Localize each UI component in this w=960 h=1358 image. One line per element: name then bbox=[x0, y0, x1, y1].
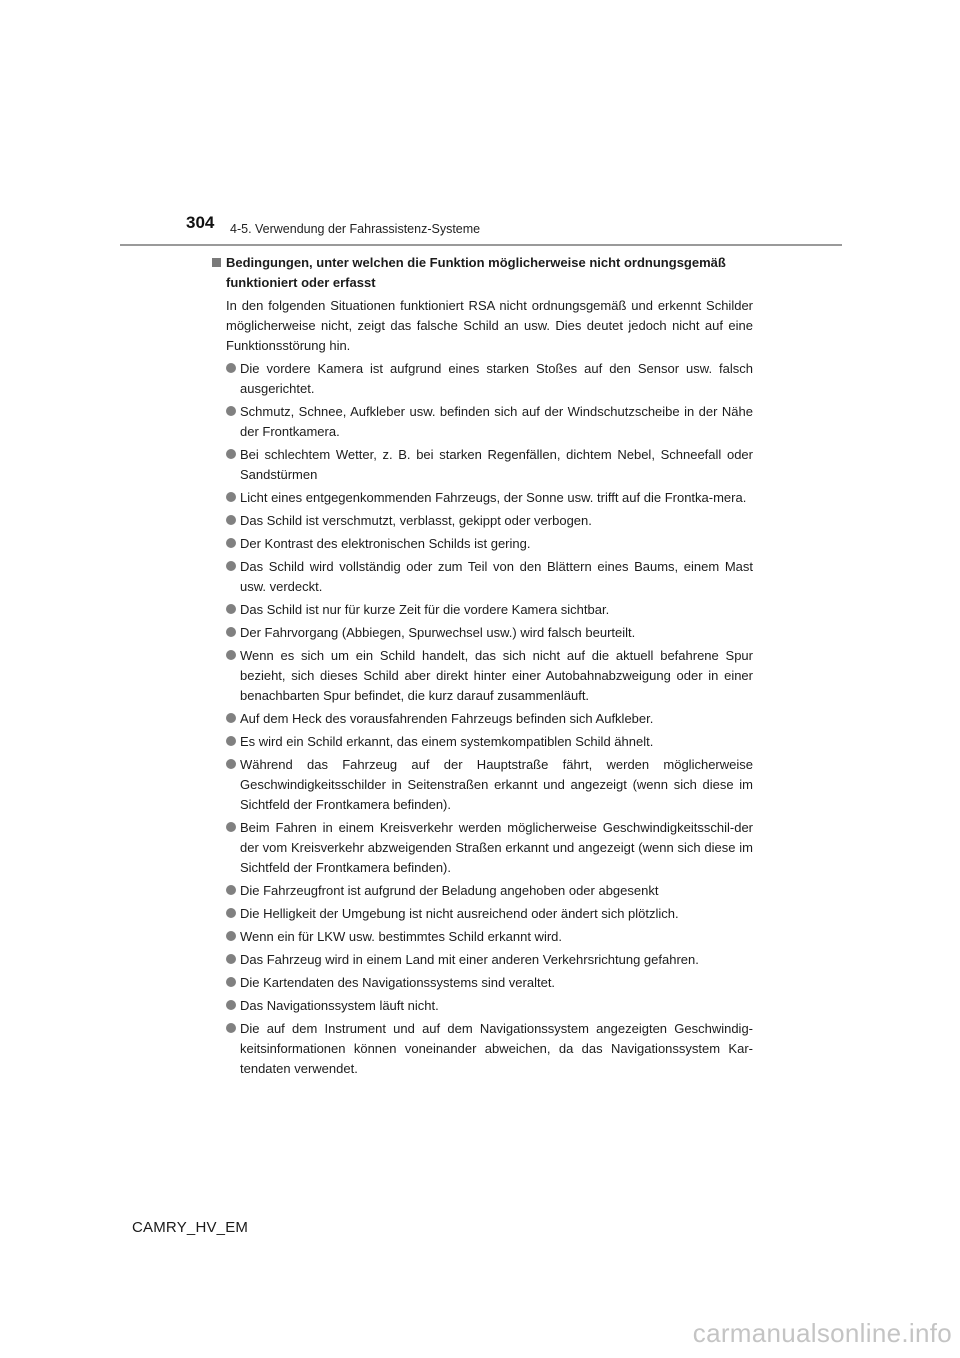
watermark: carmanualsonline.info bbox=[692, 1318, 952, 1348]
list-item-text: Die Kartendaten des Navigationssystems sind veraltet. bbox=[240, 975, 556, 990]
list-item-text: Die Helligkeit der Umgebung ist nicht ausreichend oder ändert sich plötzlich. bbox=[240, 906, 679, 921]
bullet-dot-icon bbox=[226, 604, 236, 614]
bullet-dot-icon bbox=[226, 908, 236, 918]
page-number: 304 bbox=[186, 213, 215, 232]
list-item-text: Der Kontrast des elektronischen Schilds ist gering. bbox=[240, 536, 531, 551]
list-item-text: Schmutz, Schnee, Aufkleber usw. befinden sich auf der Windschutzscheibe in der Nähe der Frontkamera. bbox=[240, 404, 753, 439]
list-item bbox=[212, 950, 753, 970]
list-item bbox=[212, 973, 753, 993]
footer-document-code: CAMRY_HV_EM bbox=[132, 1219, 249, 1236]
list-item-text: Licht eines entgegenkommenden Fahrzeugs, der Sonne usw. trifft auf die Frontka-mera. bbox=[240, 490, 747, 505]
list-item bbox=[212, 557, 753, 597]
bullet-dot-icon bbox=[226, 954, 236, 964]
list-item-text: Wenn es sich um ein Schild handelt, das sich nicht auf die aktuell befahrene Spur bezieht, sich dieses Schild aber direkt hinter einer Autobahnabzweigung oder in einer benachbarten Spur befindet, die kurz darauf zusammenläuft. bbox=[240, 648, 753, 703]
list-item bbox=[212, 818, 753, 878]
list-item-text: Das Schild ist verschmutzt, verblasst, gekippt oder verbogen. bbox=[240, 513, 592, 528]
bullet-dot-icon bbox=[226, 931, 236, 941]
bullet-dot-icon bbox=[226, 538, 236, 548]
bullet-dot-icon bbox=[226, 977, 236, 987]
list-item bbox=[212, 488, 753, 508]
list-item bbox=[212, 511, 753, 531]
list-item bbox=[212, 927, 753, 947]
intro-paragraph: In den folgenden Situationen funktioniert RSA nicht ordnungsgemäß und erkennt Schilder möglicherweise nicht, zeigt das falsche Schild an usw. Dies deutet jedoch nicht auf eine Funktionsstörung hin. bbox=[226, 298, 753, 353]
bullet-dot-icon bbox=[226, 713, 236, 723]
header-rule bbox=[120, 244, 842, 246]
list-item-text: Das Navigationssystem läuft nicht. bbox=[240, 998, 439, 1013]
subsection-heading bbox=[212, 253, 753, 293]
list-item-text: Beim Fahren in einem Kreisverkehr werden möglicherweise Geschwindigkeitsschil-der der vom Kreisverkehr abzweigenden Straßen erkannt und angezeigt (wenn sich diese im Sichtfeld der Frontkamera befinden). bbox=[240, 820, 753, 875]
bullet-dot-icon bbox=[226, 363, 236, 373]
list-item bbox=[212, 881, 753, 901]
list-item-text: Es wird ein Schild erkannt, das einem systemkompatiblen Schild ähnelt. bbox=[240, 734, 654, 749]
condition-list bbox=[212, 359, 753, 1079]
section-title: 4-5. Verwendung der Fahrassistenz-Systeme bbox=[230, 222, 481, 236]
list-item bbox=[212, 1019, 753, 1079]
bullet-dot-icon bbox=[226, 759, 236, 769]
bullet-dot-icon bbox=[226, 1000, 236, 1010]
bullet-dot-icon bbox=[226, 627, 236, 637]
bullet-dot-icon bbox=[226, 492, 236, 502]
list-item bbox=[212, 709, 753, 729]
bullet-dot-icon bbox=[226, 449, 236, 459]
list-item bbox=[212, 359, 753, 399]
list-item-text: Auf dem Heck des vorausfahrenden Fahrzeugs befinden sich Aufkleber. bbox=[240, 711, 654, 726]
list-item bbox=[212, 732, 753, 752]
bullet-dot-icon bbox=[226, 822, 236, 832]
list-item bbox=[212, 646, 753, 706]
list-item-text: Wenn ein für LKW usw. bestimmtes Schild erkannt wird. bbox=[240, 929, 562, 944]
list-item-text: Die Fahrzeugfront ist aufgrund der Beladung angehoben oder abgesenkt bbox=[240, 883, 659, 898]
bullet-dot-icon bbox=[226, 1023, 236, 1033]
list-item-text: Das Schild ist nur für kurze Zeit für die vordere Kamera sichtbar. bbox=[240, 602, 610, 617]
bullet-dot-icon bbox=[226, 406, 236, 416]
list-item-text: Das Schild wird vollständig oder zum Teil von den Blättern eines Baums, einem Mast usw. verdeckt. bbox=[240, 559, 753, 594]
bullet-dot-icon bbox=[226, 650, 236, 660]
list-item bbox=[212, 445, 753, 485]
subsection-heading-text: Bedingungen, unter welchen die Funktion möglicherweise nicht ordnungsgemäß funktioniert oder erfasst bbox=[226, 255, 726, 290]
content bbox=[212, 253, 753, 1079]
list-item-text: Die vordere Kamera ist aufgrund eines starken Stoßes auf den Sensor usw. falsch ausgerichtet. bbox=[240, 361, 753, 396]
list-item-text: Während das Fahrzeug auf der Hauptstraße fährt, werden möglicherweise Geschwindigkeitsschilder in Seitenstraßen erkannt und angezeigt (wenn sich diese im Sichtfeld der Frontkamera befinden). bbox=[240, 757, 753, 812]
list-item-text: Das Fahrzeug wird in einem Land mit einer anderen Verkehrsrichtung gefahren. bbox=[240, 952, 699, 967]
list-item bbox=[212, 402, 753, 442]
bullet-dot-icon bbox=[226, 515, 236, 525]
list-item bbox=[212, 534, 753, 554]
bullet-dot-icon bbox=[226, 885, 236, 895]
list-item bbox=[212, 996, 753, 1016]
list-item-text: Die auf dem Instrument und auf dem Navigationssystem angezeigten Geschwindig-keitsinformationen können voneinander abweichen, da das Navigationssystem Kar-tendaten verwendet. bbox=[240, 1021, 753, 1076]
list-item-text: Der Fahrvorgang (Abbiegen, Spurwechsel usw.) wird falsch beurteilt. bbox=[240, 625, 636, 640]
list-item-text: Bei schlechtem Wetter, z. B. bei starken Regenfällen, dichtem Nebel, Schneefall oder Sandstürmen bbox=[240, 447, 753, 482]
bullet-dot-icon bbox=[226, 561, 236, 571]
list-item bbox=[212, 904, 753, 924]
list-item bbox=[212, 623, 753, 643]
bullet-dot-icon bbox=[226, 736, 236, 746]
list-item bbox=[212, 755, 753, 815]
square-bullet-icon bbox=[212, 258, 221, 267]
list-item bbox=[212, 600, 753, 620]
